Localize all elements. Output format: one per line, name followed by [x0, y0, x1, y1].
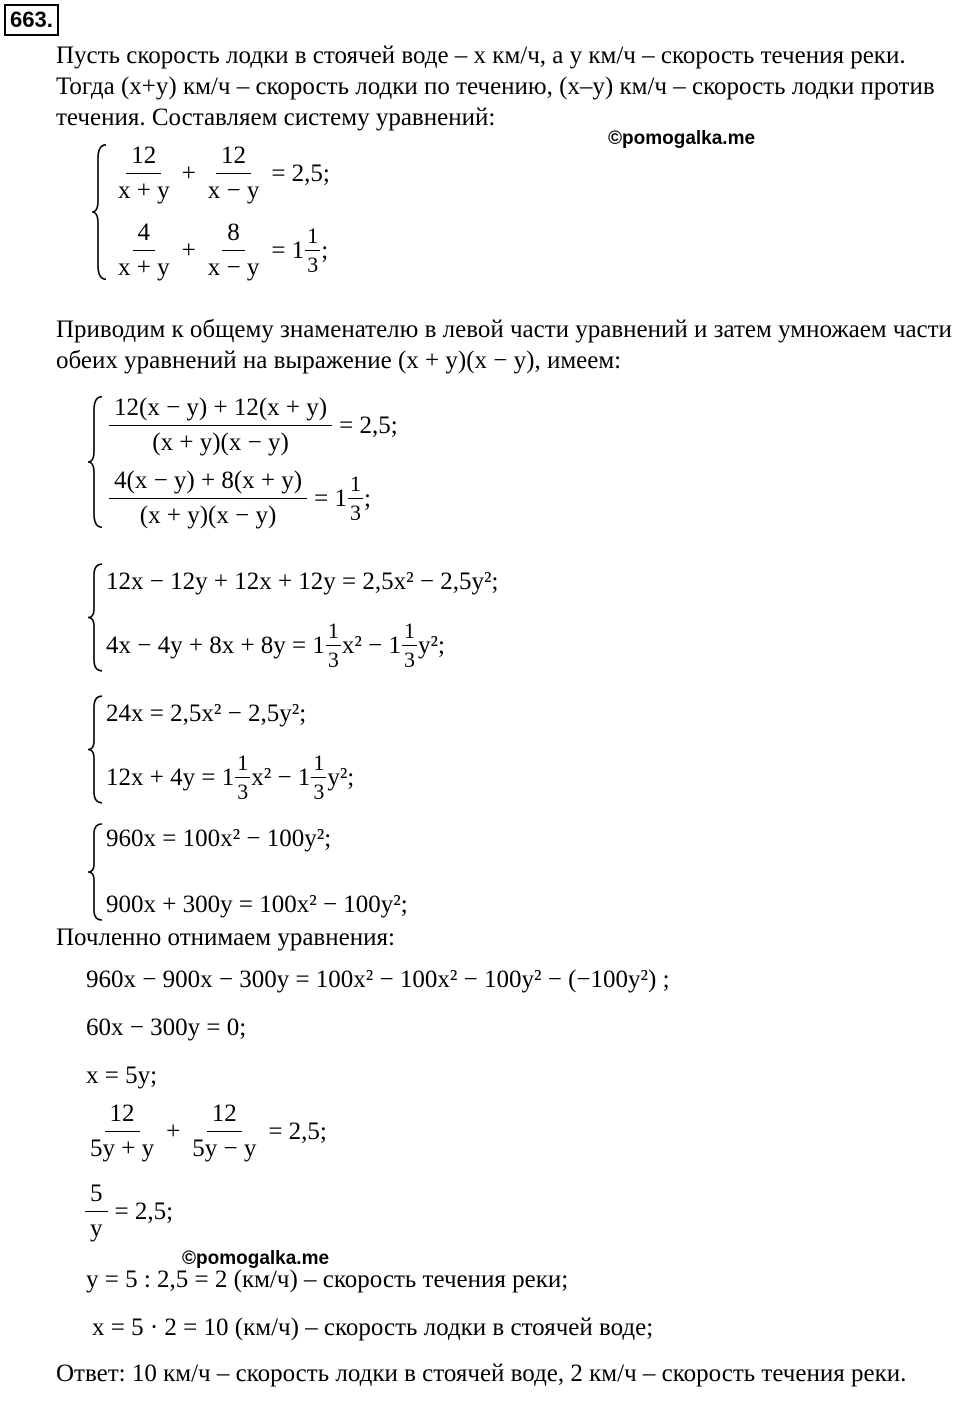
system-2 — [86, 394, 398, 530]
step-1-paragraph: Приводим к общему знаменателю в левой части уравнений и затем умножаем части обеих уравнений на выражение (x + y)(x − y), имеем: — [56, 316, 952, 374]
system-3 — [86, 562, 498, 673]
brace-icon — [86, 694, 106, 805]
system-4-eq-2: 12x + 4y = 1 1 3 x² − 1 1 3 y²; — [106, 750, 355, 804]
equation-7: x = 5 · 2 = 10 (км/ч) – скорость лодки в стоячей воде; — [92, 1314, 654, 1341]
watermark-top: ©pomogalka.me — [608, 128, 756, 149]
brace-icon — [90, 142, 110, 282]
brace-icon — [86, 562, 106, 673]
subtract-paragraph: Почленно отнимаем уравнения: — [56, 924, 395, 951]
system-5-eq-2: 900x + 300y = 100x² − 100y²; — [106, 891, 408, 918]
equation-1: 960x − 900x − 300y = 100x² − 100x² − 100y² − (−100y²) ; — [86, 966, 670, 993]
system-1 — [90, 142, 330, 282]
equation-6: y = 5 : 2,5 = 2 (км/ч) – скорость течения реки; — [86, 1266, 569, 1293]
system-4 — [86, 694, 354, 805]
system-3-eq-1: 12x − 12y + 12x + 12y = 2,5x² − 2,5y²; — [106, 568, 499, 595]
watermark-bottom: ©pomogalka.me — [182, 1248, 330, 1269]
equation-4: $\frac{12}{5y + y}$ + $\frac{12}{5y - y}$ = 2,5; — [90, 1100, 327, 1162]
system-1-eq-1: $\frac{12}{x + y}$ + $\frac{12}{x - y}$ = 2,5; — [118, 142, 330, 204]
brace-icon — [86, 394, 106, 530]
system-5-eq-1: 960x = 100x² − 100y²; — [106, 825, 332, 852]
equation-5: $\frac{5}{y}$ = 2,5; — [82, 1180, 173, 1243]
system-2-eq-1: $\frac{12(x - y) + 12(x + y)}{(x + y)(x - y)}$ = 2,5; — [106, 394, 398, 457]
answer-paragraph: Ответ: 10 км/ч – скорость лодки в стоячей воде, 2 км/ч – скорость течения реки. — [56, 1360, 907, 1387]
brace-icon — [86, 822, 106, 922]
intro-paragraph: Пусть скорость лодки в стоячей воде – x км/ч, а y км/ч – скорость течения реки. Тогда (x+y) км/ч – скорость лодки по течению, (x–y) км/ч – скорость лодки против течения. Составляем систему уравнений: — [56, 42, 935, 131]
equation-2: 60x − 300y = 0; — [86, 1014, 247, 1041]
system-5 — [86, 822, 408, 922]
equation-3: x = 5y; — [86, 1062, 158, 1089]
problem-number-badge: 663. — [4, 4, 59, 36]
system-4-eq-1: 24x = 2,5x² − 2,5y²; — [106, 700, 307, 727]
system-2-eq-2: $\frac{4(x - y) + 8(x + y)}{(x + y)(x - y)}$ = 1 1 3 ; — [106, 467, 398, 530]
system-3-eq-2: 4x − 4y + 8x + 8y = 1 1 3 x² − 1 1 3 y²; — [106, 618, 445, 672]
system-1-eq-2: $\frac{4}{x + y}$ + $\frac{8}{x - y}$ = 1 1 3 ; — [118, 219, 329, 281]
